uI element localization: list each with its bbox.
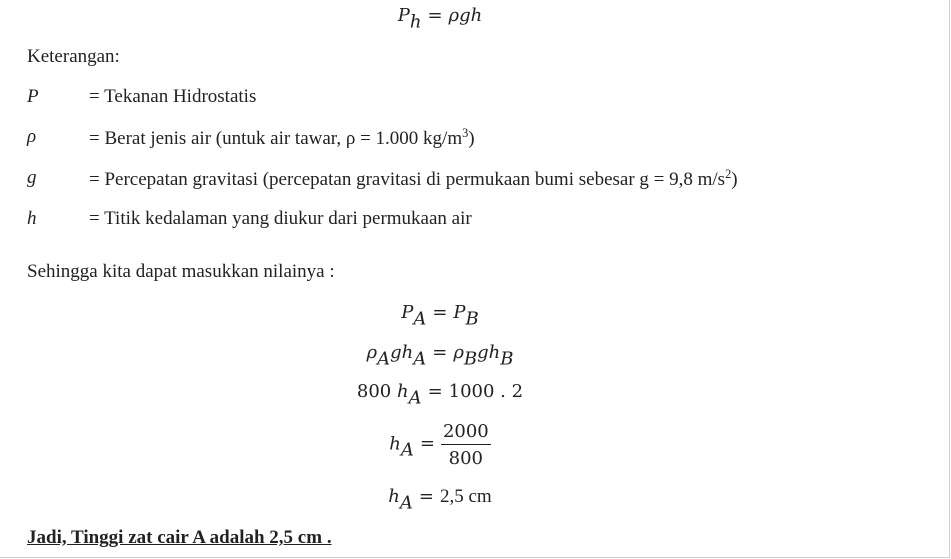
definition-symbol: h xyxy=(27,208,37,229)
definition-text: = Percepatan gravitasi (percepatan gravitasi di permukaan bumi sebesar g = 9,8 $m/s^2$) xyxy=(89,167,738,190)
equation-pa-pb: $P_A = P_B$ xyxy=(401,302,479,330)
formula-lhs-sub: h xyxy=(409,11,422,33)
definition-symbol: P xyxy=(27,86,39,107)
equation-fraction: $h_A$ = $\frac{2000}{800}$ xyxy=(389,421,489,469)
definition-symbol: g xyxy=(27,167,37,188)
formula-lhs: P xyxy=(397,5,410,26)
equation-rho-g-h: $\rho_Agh_A = \rho_Bgh_B$ xyxy=(366,342,514,370)
definition-symbol: ρ xyxy=(27,126,37,147)
fraction xyxy=(441,421,491,469)
definition-text: = Berat jenis air (untuk air tawar, ρ = 1.000 $kg/m^3$) xyxy=(89,126,475,149)
fraction-denominator: 800 xyxy=(448,448,484,469)
keterangan-heading: Keterangan: xyxy=(27,46,120,67)
conclusion-text: Jadi, Tinggi zat cair A adalah 2,5 cm . xyxy=(27,527,332,548)
definition-text: = Tekanan Hidrostatis xyxy=(89,86,257,107)
intro-line: Sehingga kita dapat masukkan nilainya : xyxy=(27,261,335,282)
formula-hydrostatic: $P_h = \rho gh$ xyxy=(397,5,483,33)
equation-substitution: 800 $h_A = 1000$ . 2 xyxy=(356,381,524,409)
fraction-numerator: 2000 xyxy=(441,421,491,445)
formula-rhs: ρgh xyxy=(448,5,483,26)
definition-text: = Titik kedalaman yang diukur dari permukaan air xyxy=(89,208,472,229)
equation-result: $h_A = 2,5$ cm xyxy=(388,486,492,514)
